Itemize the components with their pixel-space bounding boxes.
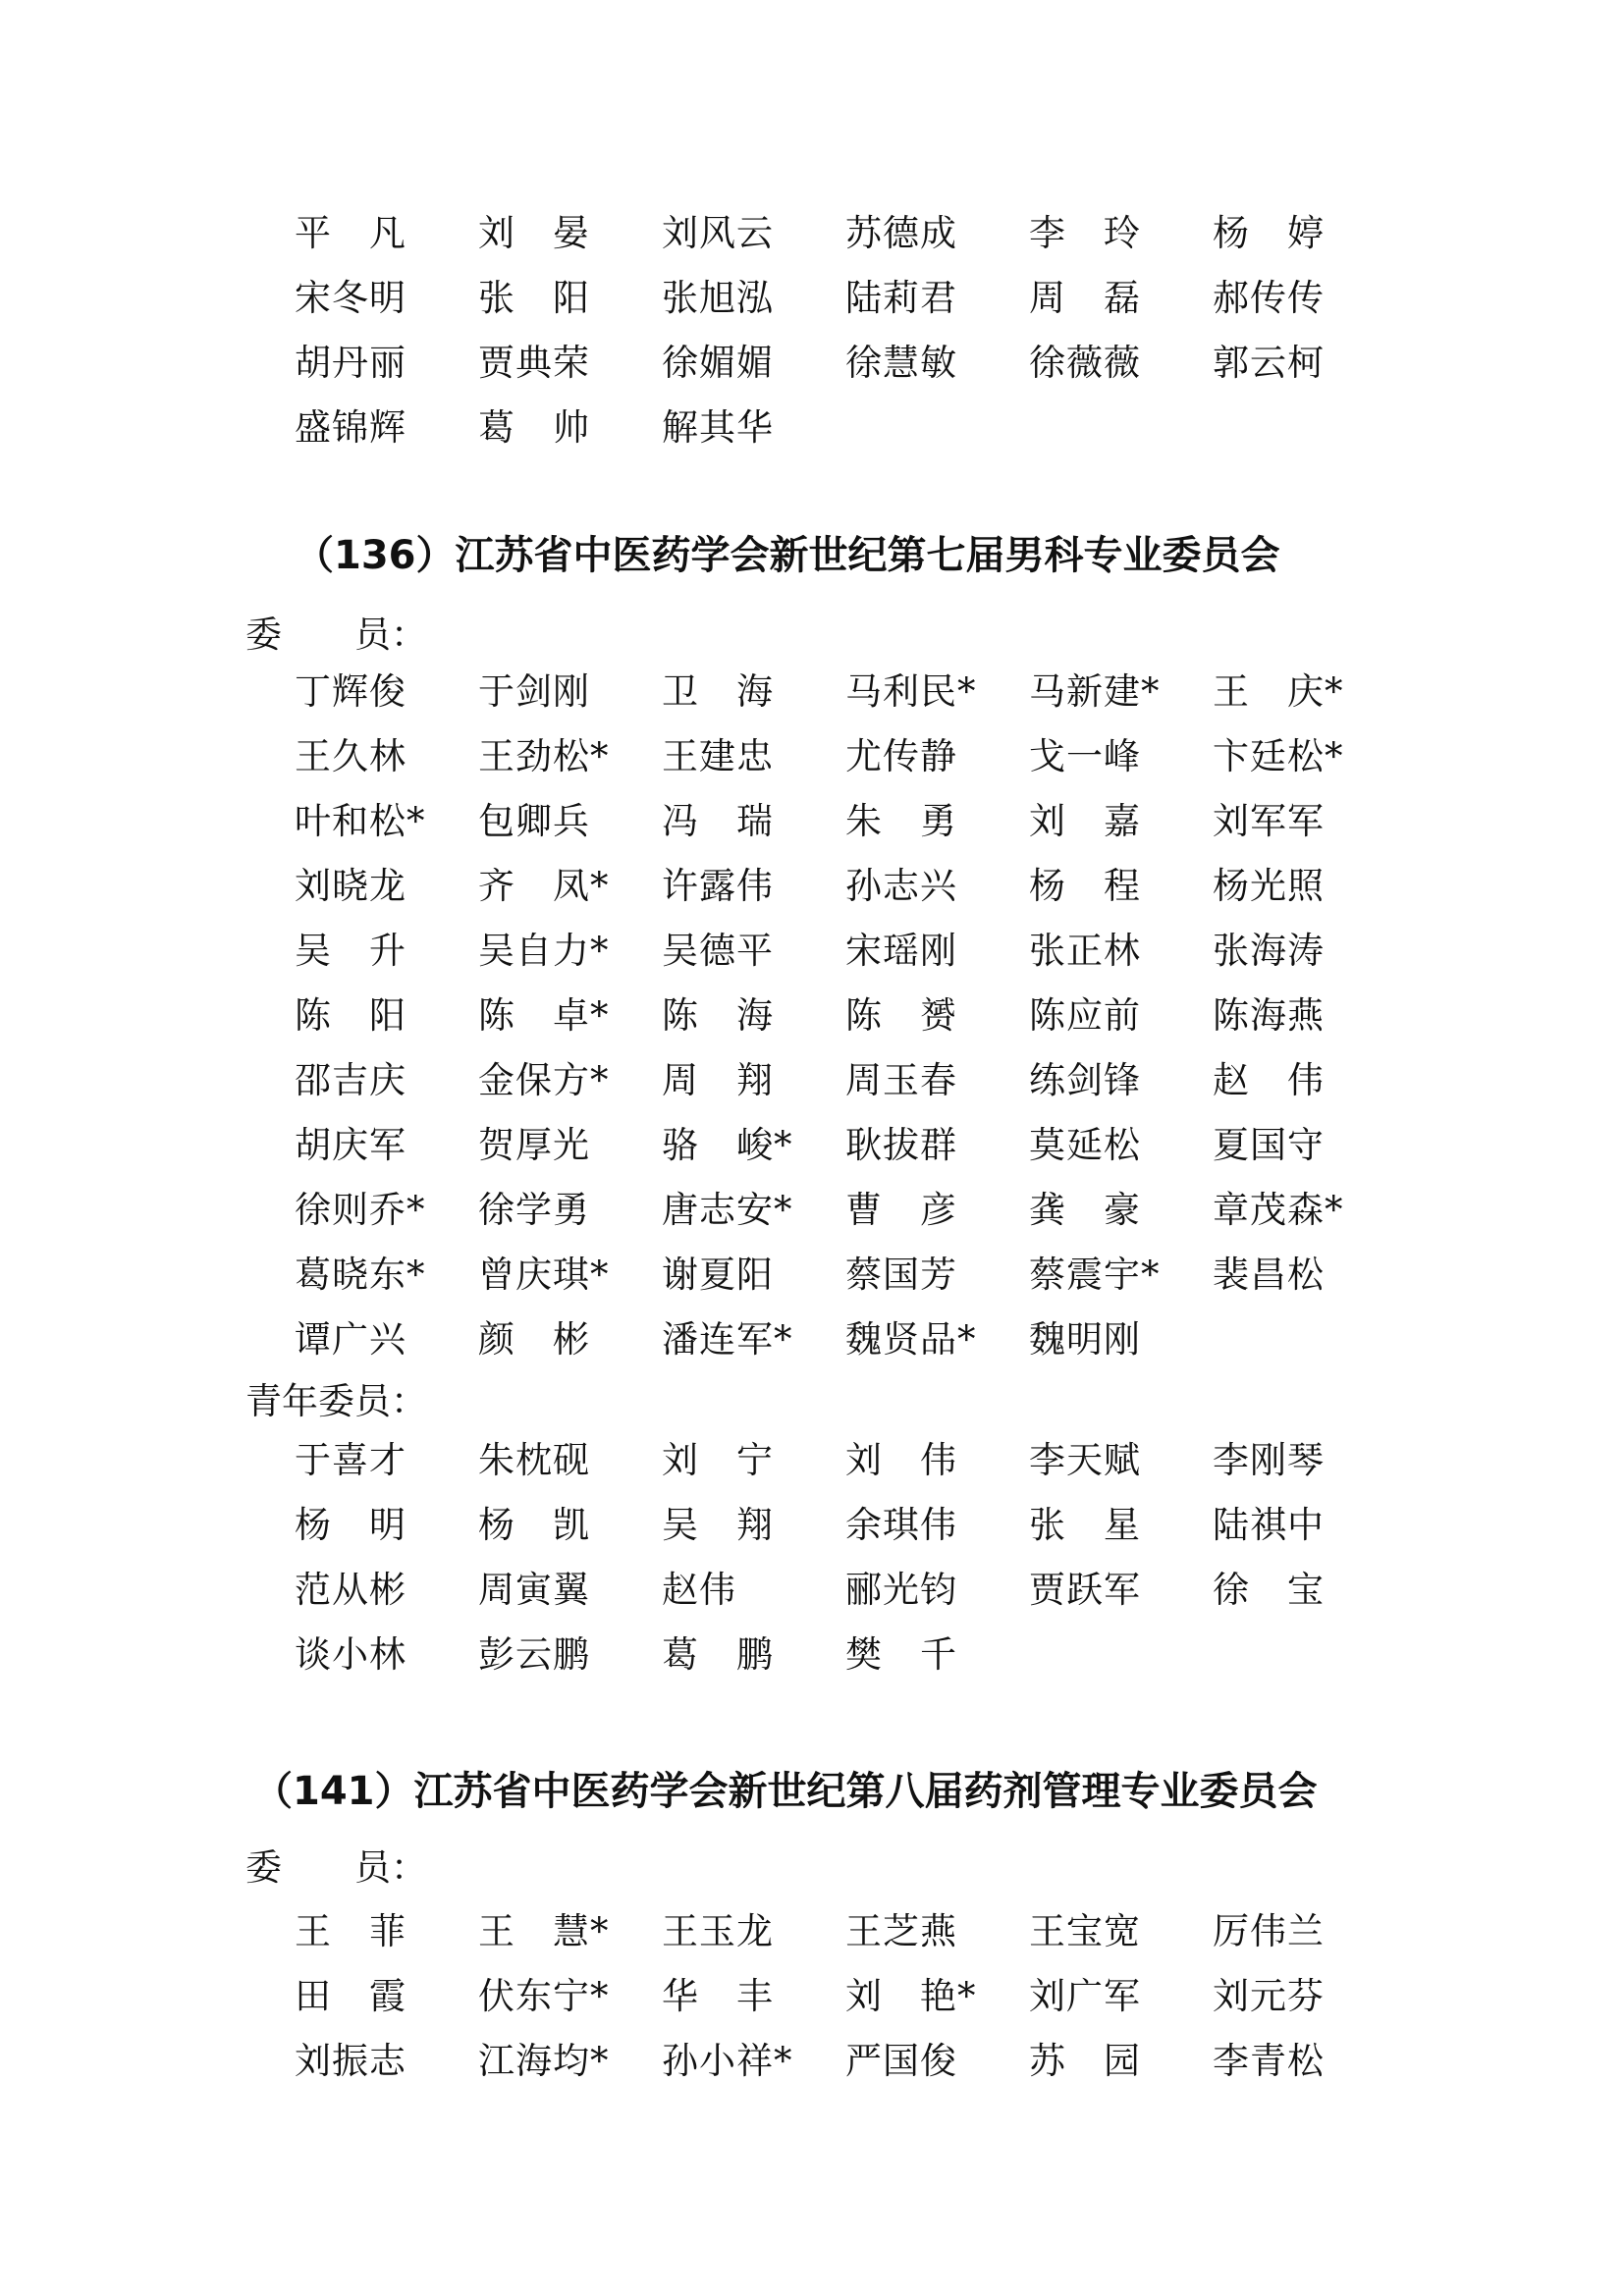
name-cell: 华 丰 [662, 1975, 774, 2017]
name-cell: 张 阳 [478, 277, 590, 319]
name-cell: 郭云柯 [1213, 342, 1325, 384]
name-cell: 颜 彬 [478, 1318, 590, 1361]
name-cell: 裴昌松 [1213, 1254, 1325, 1296]
name-cell: 练剑锋 [1029, 1059, 1141, 1101]
name-cell: 刘 晏 [478, 212, 590, 254]
name-cell: 吴德平 [662, 930, 774, 972]
name-cell: 魏明刚 [1029, 1318, 1141, 1361]
name-cell: 潘连军* [662, 1318, 793, 1361]
name-cell: 卞廷松* [1213, 735, 1344, 777]
name-cell: 卫 海 [662, 670, 774, 713]
name-cell: 樊 千 [845, 1633, 957, 1676]
name-cell: 徐学勇 [478, 1189, 590, 1231]
name-cell: 严国俊 [845, 2040, 957, 2082]
name-cell: 蔡震宇* [1029, 1254, 1161, 1296]
name-cell: 杨 程 [1029, 865, 1141, 907]
name-cell: 王宝宽 [1029, 1910, 1141, 1952]
name-cell: 王玉龙 [662, 1910, 774, 1952]
name-cell: 徐 宝 [1213, 1569, 1325, 1611]
name-cell: 徐媚媚 [662, 342, 774, 384]
section-heading-136: （136）江苏省中医药学会新世纪第七届男科专业委员会 [295, 533, 1280, 578]
name-grid-continued [295, 201, 1396, 460]
name-cell: 陈 赟 [845, 994, 957, 1037]
name-cell: 葛 鹏 [662, 1633, 774, 1676]
name-cell: 李 玲 [1029, 212, 1141, 254]
name-cell: 谈小林 [295, 1633, 406, 1676]
name-cell: 贾跃军 [1029, 1569, 1141, 1611]
name-cell: 徐则乔* [295, 1189, 426, 1231]
name-cell: 田 霞 [295, 1975, 406, 2017]
name-cell: 周 翔 [662, 1059, 774, 1101]
name-cell: 刘风云 [662, 212, 774, 254]
name-cell: 杨光照 [1213, 865, 1325, 907]
name-cell: 莫延松 [1029, 1124, 1141, 1166]
name-cell: 陈 卓* [478, 994, 610, 1037]
name-cell: 周 磊 [1029, 277, 1141, 319]
name-cell: 王建忠 [662, 735, 774, 777]
name-cell: 葛 帅 [478, 406, 590, 449]
section-heading-141: （141）江苏省中医药学会新世纪第八届药剂管理专业委员会 [253, 1769, 1318, 1814]
name-cell: 苏德成 [845, 212, 957, 254]
name-cell: 陆祺中 [1213, 1504, 1325, 1546]
name-cell: 张旭泓 [662, 277, 774, 319]
name-cell: 江海均* [478, 2040, 610, 2082]
name-cell: 金保方* [478, 1059, 610, 1101]
name-cell: 刘广军 [1029, 1975, 1141, 2017]
name-cell: 朱 勇 [845, 800, 957, 842]
name-cell: 魏贤品* [845, 1318, 977, 1361]
name-cell: 平 凡 [295, 212, 406, 254]
name-cell: 王 庆* [1213, 670, 1344, 713]
name-cell: 周寅翼 [478, 1569, 590, 1611]
name-cell: 厉伟兰 [1213, 1910, 1325, 1952]
name-cell: 彭云鹏 [478, 1633, 590, 1676]
name-cell: 葛晓东* [295, 1254, 426, 1296]
name-cell: 李青松 [1213, 2040, 1325, 2082]
name-cell: 王芝燕 [845, 1910, 957, 1952]
name-cell: 包卿兵 [478, 800, 590, 842]
members-label: 委 员： [245, 1846, 427, 1889]
name-cell: 刘军军 [1213, 800, 1325, 842]
name-cell: 谭广兴 [295, 1318, 406, 1361]
name-cell: 谢夏阳 [662, 1254, 774, 1296]
name-cell: 夏国守 [1213, 1124, 1325, 1166]
name-cell: 张正林 [1029, 930, 1141, 972]
name-cell: 章茂森* [1213, 1189, 1344, 1231]
name-cell: 许露伟 [662, 865, 774, 907]
name-cell: 杨 凯 [478, 1504, 590, 1546]
name-cell: 王劲松* [478, 735, 610, 777]
name-cell: 陈海燕 [1213, 994, 1325, 1037]
name-cell: 徐慧敏 [845, 342, 957, 384]
members-label: 委 员： [245, 614, 427, 656]
name-cell: 马新建* [1029, 670, 1161, 713]
name-cell: 唐志安* [662, 1189, 793, 1231]
name-cell: 刘 艳* [845, 1975, 977, 2017]
name-cell: 张 星 [1029, 1504, 1141, 1546]
name-cell: 王 菲 [295, 1910, 406, 1952]
name-cell: 郦光钧 [845, 1569, 957, 1611]
name-cell: 余琪伟 [845, 1504, 957, 1546]
name-cell: 贺厚光 [478, 1124, 590, 1166]
name-cell: 杨 明 [295, 1504, 406, 1546]
name-cell: 李刚琴 [1213, 1439, 1325, 1481]
name-cell: 吴自力* [478, 930, 610, 972]
name-cell: 胡庆军 [295, 1124, 406, 1166]
name-cell: 伏东宁* [478, 1975, 610, 2017]
name-cell: 周玉春 [845, 1059, 957, 1101]
name-cell: 刘 嘉 [1029, 800, 1141, 842]
name-cell: 陈应前 [1029, 994, 1141, 1037]
name-cell: 戈一峰 [1029, 735, 1141, 777]
name-cell: 叶和松* [295, 800, 426, 842]
name-cell: 宋冬明 [295, 277, 406, 319]
name-cell: 刘振志 [295, 2040, 406, 2082]
name-cell: 曹 彦 [845, 1189, 957, 1231]
name-cell: 于剑刚 [478, 670, 590, 713]
name-cell: 朱枕砚 [478, 1439, 590, 1481]
name-grid-members-141 [295, 1899, 1396, 2094]
name-cell: 丁辉俊 [295, 670, 406, 713]
name-cell: 曾庆琪* [478, 1254, 610, 1296]
name-cell: 解其华 [662, 406, 774, 449]
name-cell: 胡丹丽 [295, 342, 406, 384]
name-cell: 骆 峻* [662, 1124, 793, 1166]
name-cell: 陆莉君 [845, 277, 957, 319]
name-cell: 贾典荣 [478, 342, 590, 384]
name-cell: 邵吉庆 [295, 1059, 406, 1101]
name-cell: 李天赋 [1029, 1439, 1141, 1481]
name-cell: 刘 宁 [662, 1439, 774, 1481]
name-cell: 杨 婷 [1213, 212, 1325, 254]
name-cell: 赵 伟 [1213, 1059, 1325, 1101]
name-cell: 郝传传 [1213, 277, 1325, 319]
name-cell: 蔡国芳 [845, 1254, 957, 1296]
name-cell: 盛锦辉 [295, 406, 406, 449]
name-cell: 范从彬 [295, 1569, 406, 1611]
name-cell: 刘晓龙 [295, 865, 406, 907]
name-cell: 刘元芬 [1213, 1975, 1325, 2017]
name-cell: 于喜才 [295, 1439, 406, 1481]
name-cell: 孙志兴 [845, 865, 957, 907]
name-cell: 吴 翔 [662, 1504, 774, 1546]
name-cell: 齐 凤* [478, 865, 610, 907]
name-cell: 龚 豪 [1029, 1189, 1141, 1231]
name-cell: 冯 瑞 [662, 800, 774, 842]
name-cell: 王久林 [295, 735, 406, 777]
name-cell: 陈 阳 [295, 994, 406, 1037]
name-cell: 耿拔群 [845, 1124, 957, 1166]
youth-members-label: 青年委员： [245, 1380, 427, 1422]
name-cell: 刘 伟 [845, 1439, 957, 1481]
name-cell: 赵伟 [662, 1569, 736, 1611]
name-cell: 马利民* [845, 670, 977, 713]
name-grid-members-136 [295, 660, 1396, 1372]
name-cell: 王 慧* [478, 1910, 610, 1952]
name-cell: 孙小祥* [662, 2040, 793, 2082]
name-cell: 吴 升 [295, 930, 406, 972]
name-cell: 尤传静 [845, 735, 957, 777]
name-cell: 陈 海 [662, 994, 774, 1037]
name-cell: 张海涛 [1213, 930, 1325, 972]
name-cell: 宋瑶刚 [845, 930, 957, 972]
name-cell: 徐薇薇 [1029, 342, 1141, 384]
name-cell: 苏 园 [1029, 2040, 1141, 2082]
name-grid-youth-136 [295, 1428, 1396, 1687]
